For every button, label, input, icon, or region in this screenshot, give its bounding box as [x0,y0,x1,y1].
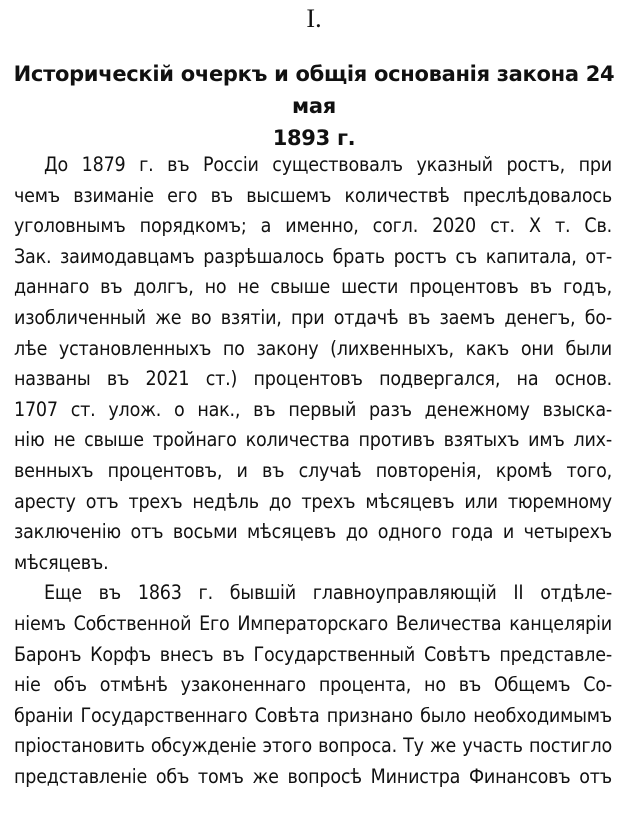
paragraph-1 [14,150,612,578]
chapter-title-line-1: Историческій очеркъ и общія основанія закона 24 мая [13,62,615,118]
text-line: уголовнымъ порядкомъ; а именно, согл. 2020 ст. X т. Св. [14,214,612,238]
text-line: лѣе установленныхъ по закону (лихвенныхъ, какъ они были [14,336,612,360]
text-line: 1707 ст. улож. о нак., въ первый разъ денежному взыска- [14,397,612,421]
text-line: пріостановить обсужденіе этого вопроса. Ту же участь постигло [14,734,612,758]
text-line: заключенію отъ восьми мѣсяцевъ до одного года и четырехъ [14,520,612,544]
section-number: I. [306,4,322,33]
text-line: Баронъ Корфъ внесъ въ Государственный Совѣтъ представле- [14,642,612,666]
text-line: Еще въ 1863 г. бывшій главноуправляющій II отдѣле- [44,581,612,605]
text-line: ніемъ Собственной Его Императорскаго Величества канцеляріи [14,611,612,635]
text-line: представленіе объ томъ же вопросѣ Министра Финансовъ отъ [14,764,612,788]
text-line: мѣсяцевъ. [14,550,109,574]
text-line: чемъ взиманіе его въ высшемъ количествѣ преслѣдовалось [14,183,612,207]
text-line: ніе объ отмѣнѣ узаконеннаго процента, но въ Общемъ Со- [14,673,612,697]
text-line: До 1879 г. въ Россіи существовалъ указный ростъ, при [44,153,612,176]
text-line: аресту отъ трехъ недѣль до трехъ мѣсяцевъ или тюремному [14,489,612,513]
text-line: названы въ 2021 ст.) процентовъ подвергался, на основ. [14,367,612,391]
paragraph-2 [14,578,612,792]
body-text [14,150,612,792]
text-line: браніи Государственнаго Совѣта признано было необходимымъ [14,703,612,727]
text-line: даннаго въ долгъ, но не свыше шести процентовъ въ годъ, [14,275,612,299]
text-line: Зак. заимодавцамъ разрѣшалось брать ростъ съ капитала, от- [14,244,612,268]
text-line: нію не свыше тройнаго количества противъ взятыхъ имъ лих- [14,428,612,452]
text-line: венныхъ процентовъ, и въ случаѣ повторенія, кромѣ того, [14,458,612,482]
chapter-title-line-2: 1893 г. [272,126,356,150]
chapter-title [10,58,618,154]
text-line: изобличенный же во взятіи, при отдачѣ въ заемъ денегъ, бо- [14,305,612,329]
